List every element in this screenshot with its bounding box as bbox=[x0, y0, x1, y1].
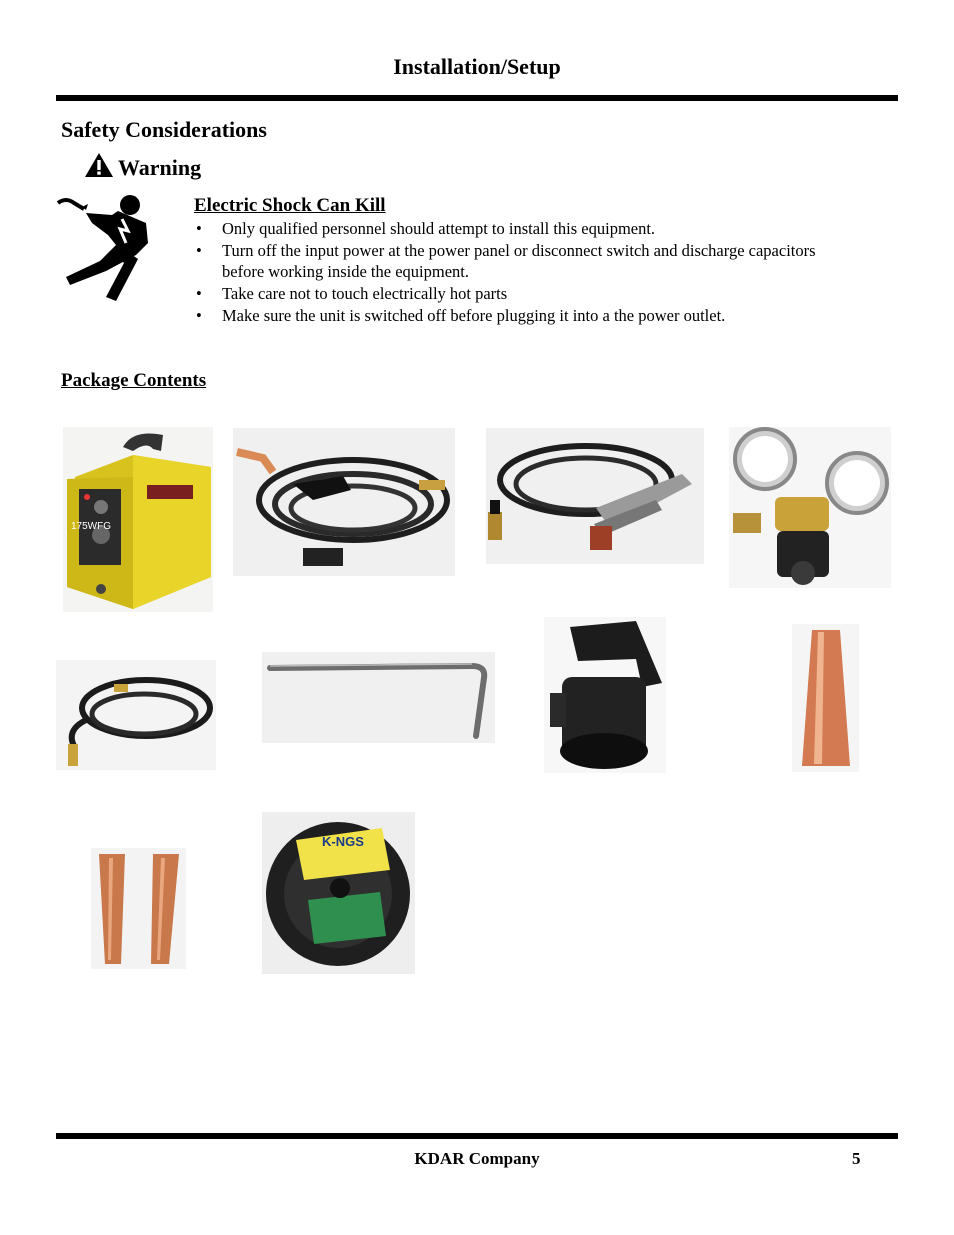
list-item: • Turn off the input power at the power panel or disconnect switch and discharge capacitors before working inside the equipment. bbox=[194, 240, 834, 282]
nozzle-image bbox=[792, 624, 859, 772]
list-item: • Only qualified personnel should attempt to install this equipment. bbox=[194, 218, 834, 239]
shock-warning-title: Electric Shock Can Kill bbox=[194, 195, 386, 216]
list-item: • Take care not to touch electrically hot parts bbox=[194, 283, 834, 304]
mig-gun-cable-image bbox=[233, 428, 455, 576]
warning-triangle-icon bbox=[84, 152, 114, 184]
hex-key-image bbox=[262, 652, 495, 743]
footer-rule bbox=[56, 1133, 898, 1139]
ground-clamp-cable-image bbox=[486, 428, 704, 564]
page-section-title: Installation/Setup bbox=[393, 54, 561, 79]
welder-unit-image bbox=[63, 427, 213, 612]
header-rule bbox=[56, 95, 898, 101]
package-contents-heading: Package Contents bbox=[61, 370, 207, 391]
flux-core-wire-spool-image bbox=[262, 812, 415, 974]
footer-company: KDAR Company bbox=[414, 1149, 540, 1168]
page-number: 5 bbox=[852, 1149, 861, 1168]
gun-adapter-image bbox=[544, 617, 666, 773]
safety-bullet-list bbox=[194, 218, 834, 327]
electric-shock-icon bbox=[56, 193, 178, 305]
warning-row bbox=[84, 152, 201, 184]
welder-model-label: 175WFG bbox=[71, 521, 112, 532]
gas-hose-image bbox=[56, 660, 216, 770]
list-item: • Make sure the unit is switched off before plugging it into a the power outlet. bbox=[194, 305, 834, 326]
spool-brand-label: K-NGS bbox=[322, 834, 364, 849]
gas-regulator-image bbox=[729, 427, 891, 588]
warning-label: Warning bbox=[118, 155, 202, 180]
contact-tips-image bbox=[91, 848, 186, 969]
safety-heading: Safety Considerations bbox=[61, 117, 267, 142]
